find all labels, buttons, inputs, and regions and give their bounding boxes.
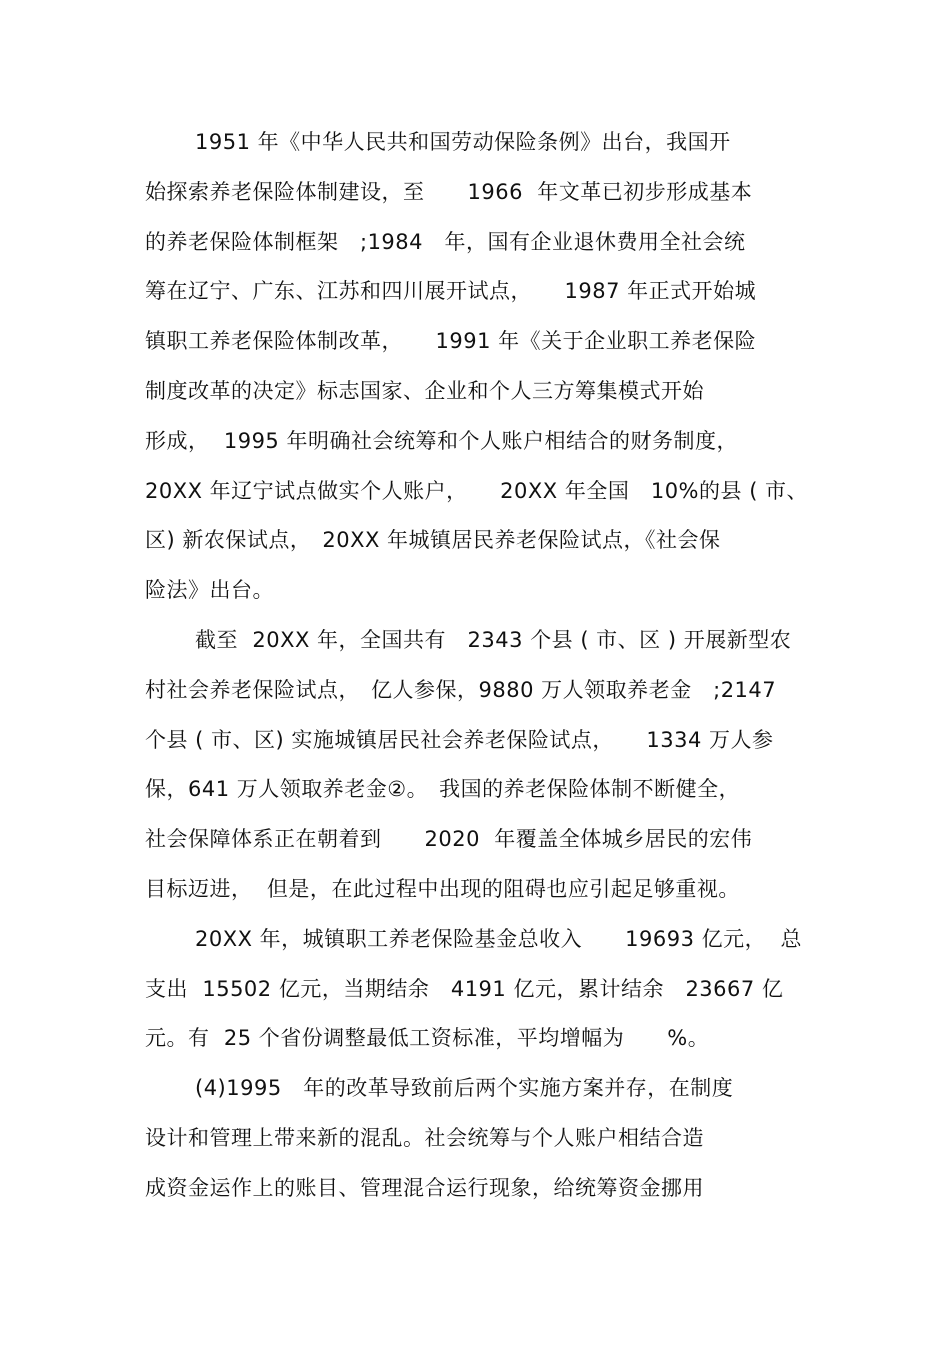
paragraph-line: 个县 ( 市、区) 实施城镇居民社会养老保险试点， 1334 万人参 (145, 728, 774, 752)
paragraph-line: 20XX 年，城镇职工养老保险基金总收入 19693 亿元， 总 (195, 927, 802, 951)
paragraph-line: (4)1995 年的改革导致前后两个实施方案并存，在制度 (195, 1076, 734, 1100)
paragraph-line: 20XX 年辽宁试点做实个人账户， 20XX 年全国 10%的县 ( 市、 (145, 479, 809, 503)
paragraph-line: 目标迈进， 但是，在此过程中出现的阻碍也应引起足够重视。 (145, 877, 740, 901)
paragraph-line: 始探索养老保险体制建设，至 1966 年文革已初步形成基本 (145, 180, 753, 204)
paragraph-line: 区) 新农保试点， 20XX 年城镇居民养老保险试点，《社会保 (145, 528, 721, 552)
paragraph-line: 设计和管理上带来新的混乱。社会统筹与个人账户相结合造 (145, 1126, 704, 1150)
paragraph-line: 支出 15502 亿元，当期结余 4191 亿元，累计结余 23667 亿 (145, 977, 784, 1001)
paragraph-line: 镇职工养老保险体制改革， 1991 年《关于企业职工养老保险 (145, 329, 757, 353)
paragraph-line: 筹在辽宁、广东、江苏和四川展开试点， 1987 年正式开始城 (145, 279, 757, 303)
paragraph-line: 村社会养老保险试点， 亿人参保，9880 万人领取养老金 ;2147 (145, 678, 777, 702)
paragraph-line: 形成， 1995 年明确社会统筹和个人账户相结合的财务制度， (145, 429, 738, 453)
paragraph-line: 保，641 万人领取养老金②。 我国的养老保险体制不断健全， (145, 777, 741, 801)
paragraph-line: 制度改革的决定》标志国家、企业和个人三方筹集模式开始 (145, 379, 704, 403)
paragraph-line: 险法》出台。 (145, 578, 274, 602)
paragraph-line: 的养老保险体制框架 ;1984 年，国有企业退休费用全社会统 (145, 230, 746, 254)
paragraph-line: 元。有 25 个省份调整最低工资标准，平均增幅为 %。 (145, 1026, 710, 1050)
paragraph-line: 成资金运作上的账目、管理混合运行现象，给统筹资金挪用 (145, 1176, 704, 1200)
paragraph-line: 社会保障体系正在朝着到 2020 年覆盖全体城乡居民的宏伟 (145, 827, 753, 851)
paragraph-line: 截至 20XX 年，全国共有 2343 个县 ( 市、区 ) 开展新型农 (195, 628, 792, 652)
paragraph-line: 1951 年《中华人民共和国劳动保险条例》出台，我国开 (195, 130, 731, 154)
